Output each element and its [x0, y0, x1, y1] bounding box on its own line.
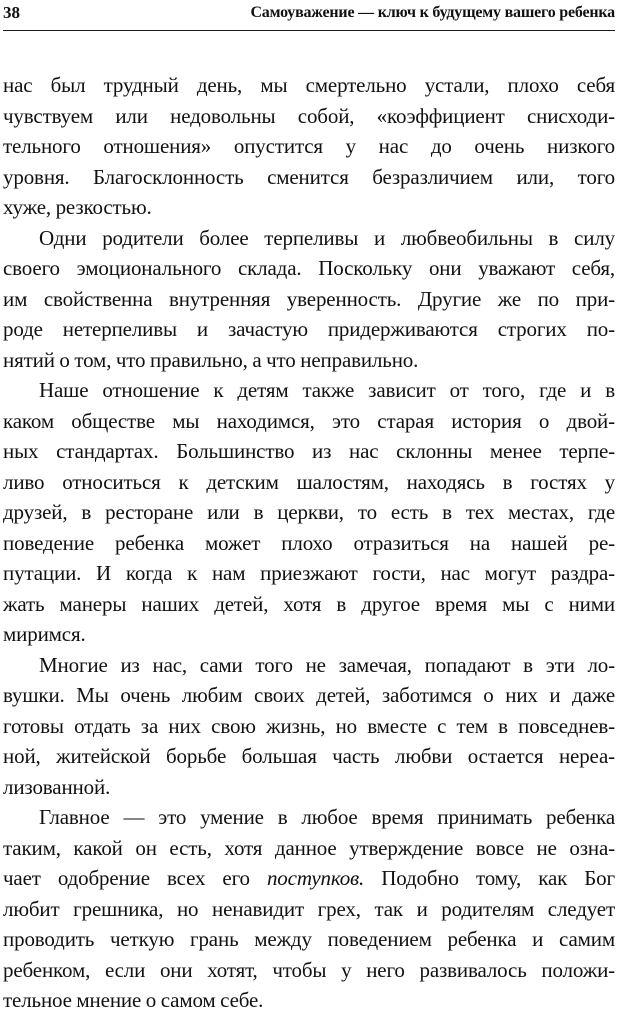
text-line: тельное мнение о самом себе.: [3, 988, 264, 1012]
text-line: Наше отношение к детям также зависит от того, где и в: [39, 378, 615, 402]
text-line: любит грешника, но ненавидит грех, так и родителям следует: [3, 896, 615, 921]
text-line: уровня. Благосклонность сменится безразличием или, того: [3, 164, 615, 189]
text-line: ливо относиться к детским шалостям, находясь в гостях у: [3, 469, 615, 494]
text-line: путации. И когда к нам приезжают гости, нас могут раздра-: [3, 561, 615, 585]
text-line: жать манеры наших детей, хотя в другое время мы с ними: [3, 591, 615, 616]
text-line: проводить четкую грань между поведением ребенка и самим: [3, 927, 615, 951]
text-line: лизованной.: [3, 774, 111, 799]
text-line: нятий о том, что правильно, а что неправильно.: [3, 347, 419, 372]
text-line: Одни родители более терпеливы и любвеобильны в силу: [39, 225, 615, 250]
text-segment: чает одобрение всех его: [3, 866, 267, 890]
text-line: роде нетерпеливы и зачастую придерживаются строгих по-: [3, 317, 615, 341]
text-line: готовы отдать за них свою жизнь, но вместе с тем в повседнев-: [3, 713, 615, 738]
text-line: ребенком, если они хотят, чтобы у него развивалось положи-: [3, 957, 615, 982]
text-line: тельного отношения» опустится у нас до очень низкого: [3, 134, 615, 158]
text-line: таким, какой он есть, хотя данное утверждение вовсе не озна-: [3, 835, 615, 860]
text-segment: Подобно тому, как Бог: [364, 866, 615, 890]
text-line: им свойственна внутренняя уверенность. Другие же по при-: [3, 286, 615, 311]
emphasized-word: поступков.: [266, 866, 365, 890]
text-line: чувствуем или недовольны собой, «коэффициент снисходи-: [3, 103, 615, 128]
body-text: [3, 70, 615, 1016]
text-line: нас был трудный день, мы смертельно устали, плохо себя: [3, 73, 615, 97]
text-line: вушки. Мы очень любим своих детей, заботимся о них и даже: [3, 683, 615, 707]
page-header: [3, 0, 615, 31]
text-line: ных стандартах. Большинство из нас склонны менее терпе-: [3, 439, 615, 463]
text-line: миримся.: [3, 622, 86, 646]
text-line: Главное — это умение в любое время принимать ребенка: [39, 805, 615, 829]
text-line: поведение ребенка может плохо отразиться на нашей ре-: [3, 530, 615, 555]
page-number: 38: [3, 3, 20, 22]
text-line: своего эмоционального склада. Поскольку они уважают себя,: [3, 256, 615, 280]
text-line: [3, 863, 615, 894]
text-line: друзей, в ресторане или в церкви, то есть в тех местах, где: [3, 500, 615, 524]
text-line: каком обществе мы находимся, это старая история о двой-: [3, 408, 615, 433]
text-line: хуже, резкостью.: [3, 195, 152, 219]
text-line: Многие из нас, сами того не замечая, попадают в эти ло-: [39, 652, 615, 677]
running-title: Самоуважение — ключ к будущему вашего ребенка: [250, 4, 615, 21]
text-line: ной, житейской борьбе большая часть любви остается нереа-: [3, 744, 615, 768]
